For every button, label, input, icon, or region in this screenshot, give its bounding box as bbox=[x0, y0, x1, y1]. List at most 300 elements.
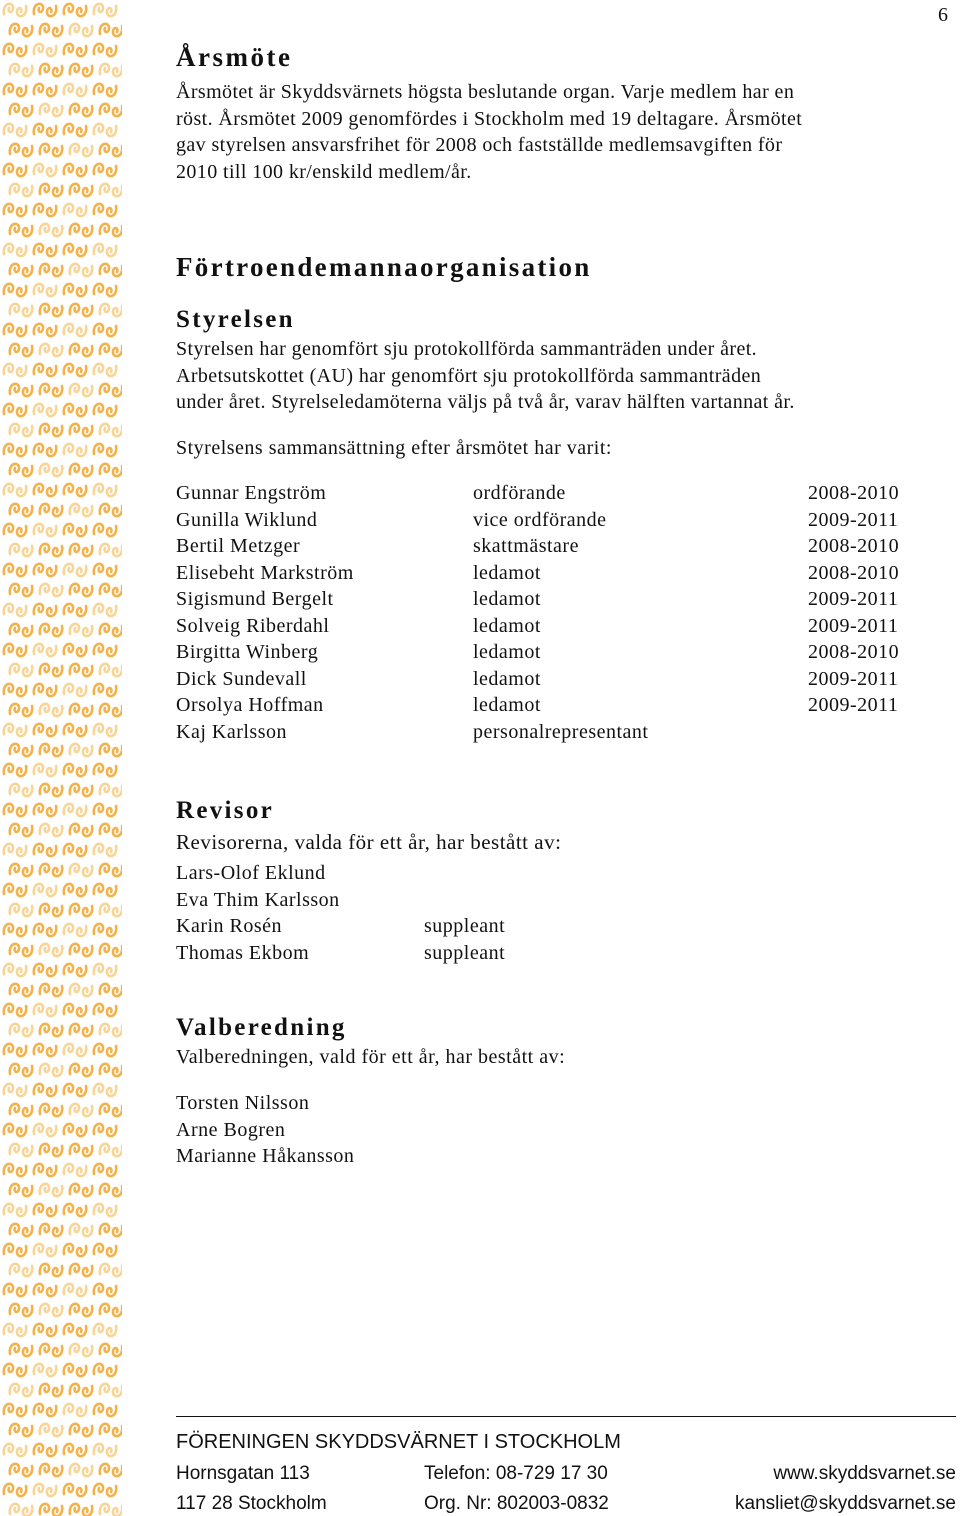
scroll-motif-icon bbox=[34, 324, 56, 336]
scroll-motif-icon bbox=[40, 1424, 62, 1436]
scroll-motif-icon bbox=[4, 884, 26, 896]
composition-intro: Styrelsens sammansättning efter årsmötet har varit: bbox=[176, 437, 612, 459]
scroll-motif-icon bbox=[70, 704, 92, 716]
scroll-motif-icon bbox=[64, 764, 86, 776]
scroll-motif-icon bbox=[100, 1224, 122, 1236]
scroll-motif-icon bbox=[10, 1064, 32, 1076]
scroll-motif-icon bbox=[34, 364, 56, 376]
scroll-motif-icon bbox=[64, 1444, 86, 1456]
footer-org-name: FÖRENINGEN SKYDDSVÄRNET I STOCKHOLM bbox=[176, 1431, 621, 1453]
scroll-motif-icon bbox=[40, 144, 62, 156]
scroll-motif-icon bbox=[64, 364, 86, 376]
revisor-name: Lars-Olof Eklund bbox=[176, 862, 326, 884]
list-item bbox=[176, 915, 936, 942]
scroll-motif-icon bbox=[64, 844, 86, 856]
scroll-motif-icon bbox=[64, 1044, 86, 1056]
scroll-motif-icon bbox=[34, 1004, 56, 1016]
member-period: 2009-2011 bbox=[808, 667, 899, 690]
scroll-motif-icon bbox=[100, 704, 122, 716]
scroll-motif-icon bbox=[34, 964, 56, 976]
scroll-motif-icon bbox=[70, 1384, 92, 1396]
scroll-motif-icon bbox=[100, 1064, 122, 1076]
scroll-motif-icon bbox=[34, 164, 56, 176]
scroll-motif-icon bbox=[34, 1164, 56, 1176]
scroll-motif-icon bbox=[64, 1324, 86, 1336]
scroll-motif-icon bbox=[4, 444, 26, 456]
scroll-motif-icon bbox=[10, 64, 32, 76]
scroll-motif-icon bbox=[100, 384, 122, 396]
scroll-motif-icon bbox=[10, 304, 32, 316]
scroll-motif-icon bbox=[94, 524, 116, 536]
arsmote-line: Årsmötet är Skyddsvärnets högsta beslutande organ. Varje medlem har en bbox=[176, 81, 795, 103]
scroll-motif-icon bbox=[94, 284, 116, 296]
scroll-motif-icon bbox=[10, 664, 32, 676]
scroll-motif-icon bbox=[34, 124, 56, 136]
scroll-motif-icon bbox=[70, 624, 92, 636]
member-role: ordförande bbox=[473, 482, 566, 504]
scroll-motif-icon bbox=[94, 364, 116, 376]
scroll-motif-icon bbox=[64, 1204, 86, 1216]
member-role: vice ordförande bbox=[473, 508, 607, 531]
scroll-motif-icon bbox=[40, 24, 62, 36]
table-row bbox=[176, 615, 936, 642]
scroll-motif-icon bbox=[64, 1364, 86, 1376]
scroll-motif-icon bbox=[100, 744, 122, 756]
scroll-motif-icon bbox=[64, 324, 86, 336]
scroll-motif-icon bbox=[70, 264, 92, 276]
scroll-motif-icon bbox=[34, 1404, 56, 1416]
revisor-role: suppleant bbox=[424, 941, 506, 964]
scroll-motif-icon bbox=[34, 924, 56, 936]
scroll-motif-icon bbox=[100, 784, 122, 796]
scroll-motif-icon bbox=[40, 1224, 62, 1236]
scroll-motif-icon bbox=[70, 664, 92, 676]
styrelsen-line: under året. Styrelseledamöterna väljs på två år, varav hälften vartannat år. bbox=[176, 391, 795, 413]
scroll-motif-icon bbox=[40, 384, 62, 396]
scroll-motif-icon bbox=[10, 384, 32, 396]
member-name: Solveig Riberdahl bbox=[176, 614, 330, 637]
scroll-motif-icon bbox=[100, 184, 122, 196]
scroll-motif-icon bbox=[40, 824, 62, 836]
scroll-motif-icon bbox=[70, 184, 92, 196]
scroll-motif-icon bbox=[100, 264, 122, 276]
styrelsen-heading: Styrelsen bbox=[176, 306, 295, 333]
page-number: 6 bbox=[938, 4, 948, 26]
scroll-motif-icon bbox=[10, 704, 32, 716]
member-name: Elisebeht Markström bbox=[176, 561, 354, 584]
scroll-motif-icon bbox=[10, 1464, 32, 1476]
scroll-motif-icon bbox=[10, 864, 32, 876]
scroll-motif-icon bbox=[94, 1164, 116, 1176]
scroll-motif-icon bbox=[40, 1104, 62, 1116]
scroll-motif-icon bbox=[34, 804, 56, 816]
scroll-motif-icon bbox=[4, 604, 26, 616]
scroll-motif-icon bbox=[94, 1404, 116, 1416]
member-name: Gunilla Wiklund bbox=[176, 508, 318, 531]
scroll-motif-icon bbox=[70, 584, 92, 596]
scroll-motif-icon bbox=[34, 1204, 56, 1216]
scroll-motif-icon bbox=[4, 1204, 26, 1216]
scroll-motif-icon bbox=[70, 384, 92, 396]
scroll-motif-icon bbox=[10, 544, 32, 556]
scroll-motif-icon bbox=[94, 1364, 116, 1376]
scroll-motif-icon bbox=[94, 804, 116, 816]
scroll-motif-icon bbox=[4, 124, 26, 136]
scroll-motif-icon bbox=[100, 144, 122, 156]
scroll-motif-icon bbox=[4, 1404, 26, 1416]
scroll-motif-icon bbox=[64, 564, 86, 576]
scroll-motif-icon bbox=[4, 1164, 26, 1176]
scroll-motif-icon bbox=[70, 64, 92, 76]
scroll-motif-icon bbox=[10, 1184, 32, 1196]
scroll-motif-icon bbox=[94, 124, 116, 136]
scroll-motif-icon bbox=[10, 624, 32, 636]
scroll-motif-icon bbox=[64, 964, 86, 976]
scroll-motif-icon bbox=[10, 264, 32, 276]
scroll-motif-icon bbox=[4, 204, 26, 216]
scroll-motif-icon bbox=[10, 1144, 32, 1156]
scroll-motif-icon bbox=[70, 744, 92, 756]
scroll-motif-icon bbox=[40, 104, 62, 116]
scroll-motif-icon bbox=[100, 664, 122, 676]
scroll-motif-icon bbox=[4, 4, 26, 16]
member-period: 2008-2010 bbox=[808, 641, 900, 663]
scroll-motif-icon bbox=[40, 1344, 62, 1356]
scroll-motif-icon bbox=[40, 64, 62, 76]
scroll-motif-icon bbox=[64, 284, 86, 296]
arsmote-heading: Årsmöte bbox=[176, 42, 293, 72]
scroll-motif-icon bbox=[34, 564, 56, 576]
scroll-motif-icon bbox=[100, 504, 122, 516]
scroll-motif-icon bbox=[40, 704, 62, 716]
scroll-motif-icon bbox=[100, 864, 122, 876]
scroll-motif-icon bbox=[64, 444, 86, 456]
scroll-motif-icon bbox=[40, 904, 62, 916]
member-period: 2008-2010 bbox=[808, 561, 900, 584]
member-period: 2008-2010 bbox=[808, 482, 900, 504]
scroll-motif-icon bbox=[100, 624, 122, 636]
member-role: ledamot bbox=[473, 588, 541, 610]
scroll-motif-icon bbox=[4, 404, 26, 416]
scroll-motif-icon bbox=[64, 1084, 86, 1096]
revisor-role: suppleant bbox=[424, 915, 506, 937]
scroll-motif-icon bbox=[40, 504, 62, 516]
scroll-motif-icon bbox=[34, 884, 56, 896]
scroll-motif-icon bbox=[4, 964, 26, 976]
scroll-motif-icon bbox=[94, 644, 116, 656]
scroll-motif-icon bbox=[40, 1304, 62, 1316]
scroll-motif-icon bbox=[40, 424, 62, 436]
member-period: 2008-2010 bbox=[808, 535, 900, 557]
scroll-motif-icon bbox=[4, 164, 26, 176]
scroll-motif-icon bbox=[10, 224, 32, 236]
list-item bbox=[176, 1092, 936, 1119]
scroll-motif-icon bbox=[70, 864, 92, 876]
scroll-motif-icon bbox=[34, 644, 56, 656]
scroll-motif-icon bbox=[64, 484, 86, 496]
scroll-motif-icon bbox=[4, 1284, 26, 1296]
list-item bbox=[176, 942, 936, 969]
footer-divider bbox=[176, 1416, 956, 1417]
scroll-motif-icon bbox=[34, 1444, 56, 1456]
scroll-motif-icon bbox=[40, 224, 62, 236]
organisation-heading: Förtroendemannaorganisation bbox=[176, 252, 592, 282]
scroll-motif-icon bbox=[70, 104, 92, 116]
scroll-motif-icon bbox=[94, 204, 116, 216]
scroll-motif-icon bbox=[4, 1124, 26, 1136]
scroll-motif-icon bbox=[94, 1004, 116, 1016]
arsmote-line: gav styrelsen ansvarsfrihet för 2008 och fastställde medlemsavgiften för bbox=[176, 134, 783, 156]
scroll-motif-icon bbox=[70, 504, 92, 516]
scroll-motif-icon bbox=[34, 44, 56, 56]
scroll-motif-icon bbox=[94, 924, 116, 936]
scroll-motif-icon bbox=[94, 1084, 116, 1096]
scroll-motif-icon bbox=[4, 364, 26, 376]
scroll-motif-icon bbox=[100, 1024, 122, 1036]
scroll-motif-icon bbox=[70, 424, 92, 436]
scroll-motif-icon bbox=[64, 924, 86, 936]
list-item bbox=[176, 889, 936, 916]
arsmote-line: 2010 till 100 kr/enskild medlem/år. bbox=[176, 160, 472, 183]
scroll-motif-icon bbox=[94, 844, 116, 856]
scroll-motif-icon bbox=[70, 224, 92, 236]
footer-email[interactable]: kansliet@skyddsvarnet.se bbox=[735, 1493, 956, 1514]
scroll-motif-icon bbox=[100, 304, 122, 316]
scroll-motif-icon bbox=[94, 44, 116, 56]
scroll-motif-icon bbox=[4, 1484, 26, 1496]
valberedning-intro: Valberedningen, vald för ett år, har bestått av: bbox=[176, 1046, 566, 1068]
scroll-motif-icon bbox=[10, 1384, 32, 1396]
scroll-motif-icon bbox=[10, 24, 32, 36]
scroll-motif-icon bbox=[4, 684, 26, 696]
scroll-motif-icon bbox=[94, 1204, 116, 1216]
scroll-motif-icon bbox=[34, 444, 56, 456]
scroll-motif-icon bbox=[10, 784, 32, 796]
member-role: ledamot bbox=[473, 667, 541, 690]
scroll-motif-icon bbox=[64, 44, 86, 56]
decorative-scroll-border bbox=[0, 0, 122, 1516]
scroll-motif-icon bbox=[100, 344, 122, 356]
scroll-motif-icon bbox=[94, 404, 116, 416]
scroll-motif-icon bbox=[100, 1304, 122, 1316]
scroll-motif-icon bbox=[100, 104, 122, 116]
revisor-heading: Revisor bbox=[176, 797, 275, 824]
scroll-motif-icon bbox=[100, 544, 122, 556]
scroll-motif-icon bbox=[4, 484, 26, 496]
scroll-motif-icon bbox=[100, 1384, 122, 1396]
scroll-motif-icon bbox=[100, 1184, 122, 1196]
scroll-motif-icon bbox=[34, 684, 56, 696]
member-period: 2009-2011 bbox=[808, 614, 899, 637]
scroll-motif-icon bbox=[70, 544, 92, 556]
scroll-motif-icon bbox=[70, 824, 92, 836]
scroll-motif-icon bbox=[70, 784, 92, 796]
scroll-motif-icon bbox=[64, 644, 86, 656]
scroll-motif-icon bbox=[100, 64, 122, 76]
scroll-motif-icon bbox=[64, 1124, 86, 1136]
member-period: 2009-2011 bbox=[808, 694, 899, 716]
scroll-motif-icon bbox=[64, 404, 86, 416]
scroll-motif-icon bbox=[64, 524, 86, 536]
scroll-motif-icon bbox=[10, 144, 32, 156]
list-item bbox=[176, 862, 936, 889]
scroll-motif-icon bbox=[4, 324, 26, 336]
table-row bbox=[176, 509, 936, 536]
valberedning-heading: Valberedning bbox=[176, 1014, 347, 1041]
scroll-motif-icon bbox=[64, 1004, 86, 1016]
scroll-motif-icon bbox=[40, 864, 62, 876]
scroll-motif-icon bbox=[94, 1124, 116, 1136]
scroll-motif-icon bbox=[94, 604, 116, 616]
scroll-motif-icon bbox=[34, 764, 56, 776]
scroll-motif-icon bbox=[70, 144, 92, 156]
scroll-motif-icon bbox=[4, 724, 26, 736]
scroll-motif-icon bbox=[40, 1064, 62, 1076]
scroll-motif-icon bbox=[64, 1164, 86, 1176]
table-row bbox=[176, 721, 936, 748]
scroll-motif-icon bbox=[40, 744, 62, 756]
scroll-motif-icon bbox=[10, 1304, 32, 1316]
scroll-motif-icon bbox=[34, 4, 56, 16]
scroll-motif-icon bbox=[100, 1264, 122, 1276]
scroll-motif-icon bbox=[94, 164, 116, 176]
valberedning-name: Torsten Nilsson bbox=[176, 1092, 310, 1114]
scroll-motif-icon bbox=[10, 184, 32, 196]
scroll-pattern-icon bbox=[0, 0, 122, 1516]
scroll-motif-icon bbox=[70, 1144, 92, 1156]
scroll-motif-icon bbox=[94, 84, 116, 96]
scroll-motif-icon bbox=[34, 724, 56, 736]
scroll-motif-icon bbox=[40, 984, 62, 996]
revisor-intro: Revisorerna, valda för ett år, har bestått av: bbox=[176, 830, 562, 854]
scroll-motif-icon bbox=[4, 1044, 26, 1056]
table-row bbox=[176, 535, 936, 562]
scroll-motif-icon bbox=[70, 24, 92, 36]
scroll-motif-icon bbox=[70, 1464, 92, 1476]
scroll-motif-icon bbox=[4, 844, 26, 856]
scroll-motif-icon bbox=[40, 784, 62, 796]
scroll-motif-icon bbox=[10, 904, 32, 916]
scroll-motif-icon bbox=[94, 1324, 116, 1336]
scroll-motif-icon bbox=[4, 564, 26, 576]
list-item bbox=[176, 1119, 936, 1146]
scroll-motif-icon bbox=[10, 1104, 32, 1116]
scroll-motif-icon bbox=[94, 1044, 116, 1056]
scroll-motif-icon bbox=[10, 1504, 32, 1516]
scroll-motif-icon bbox=[40, 944, 62, 956]
scroll-motif-icon bbox=[4, 284, 26, 296]
scroll-motif-icon bbox=[40, 624, 62, 636]
scroll-motif-icon bbox=[100, 1424, 122, 1436]
scroll-motif-icon bbox=[100, 1464, 122, 1476]
scroll-motif-icon bbox=[70, 1344, 92, 1356]
table-row bbox=[176, 668, 936, 695]
footer-street: Hornsgatan 113 bbox=[176, 1463, 310, 1484]
scroll-motif-icon bbox=[40, 1024, 62, 1036]
scroll-motif-icon bbox=[100, 1104, 122, 1116]
member-role: skattmästare bbox=[473, 535, 579, 557]
scroll-motif-icon bbox=[100, 464, 122, 476]
scroll-motif-icon bbox=[64, 604, 86, 616]
scroll-motif-icon bbox=[94, 1244, 116, 1256]
scroll-motif-icon bbox=[10, 1024, 32, 1036]
scroll-motif-icon bbox=[10, 464, 32, 476]
scroll-motif-icon bbox=[34, 1244, 56, 1256]
scroll-motif-icon bbox=[4, 524, 26, 536]
scroll-motif-icon bbox=[70, 344, 92, 356]
member-name: Bertil Metzger bbox=[176, 535, 301, 557]
scroll-motif-icon bbox=[64, 124, 86, 136]
table-row bbox=[176, 588, 936, 615]
scroll-motif-icon bbox=[40, 1184, 62, 1196]
revisor-name: Karin Rosén bbox=[176, 915, 283, 937]
footer-org-nr: Org. Nr: 802003-0832 bbox=[424, 1493, 609, 1514]
scroll-motif-icon bbox=[4, 84, 26, 96]
member-role: ledamot bbox=[473, 614, 541, 637]
valberedning-name: Marianne Håkansson bbox=[176, 1145, 355, 1167]
scroll-motif-icon bbox=[70, 1224, 92, 1236]
member-name: Gunnar Engström bbox=[176, 482, 327, 504]
scroll-motif-icon bbox=[64, 1484, 86, 1496]
scroll-motif-icon bbox=[34, 244, 56, 256]
scroll-motif-icon bbox=[100, 424, 122, 436]
member-name: Orsolya Hoffman bbox=[176, 694, 324, 716]
footer-city: 117 28 Stockholm bbox=[176, 1493, 327, 1514]
scroll-motif-icon bbox=[64, 4, 86, 16]
scroll-motif-icon bbox=[40, 1144, 62, 1156]
scroll-motif-icon bbox=[10, 824, 32, 836]
scroll-motif-icon bbox=[100, 944, 122, 956]
member-role: ledamot bbox=[473, 694, 541, 716]
scroll-motif-icon bbox=[10, 1264, 32, 1276]
scroll-motif-icon bbox=[70, 1104, 92, 1116]
scroll-motif-icon bbox=[100, 224, 122, 236]
list-item bbox=[176, 1145, 936, 1172]
scroll-motif-icon bbox=[94, 1484, 116, 1496]
styrelsen-line: Styrelsen har genomfört sju protokollförda sammanträden under året. bbox=[176, 338, 758, 360]
scroll-motif-icon bbox=[70, 1184, 92, 1196]
member-name: Sigismund Bergelt bbox=[176, 588, 334, 610]
scroll-motif-icon bbox=[10, 504, 32, 516]
scroll-motif-icon bbox=[4, 1084, 26, 1096]
scroll-motif-icon bbox=[34, 204, 56, 216]
scroll-motif-icon bbox=[94, 684, 116, 696]
table-row bbox=[176, 482, 936, 509]
footer-website[interactable]: www.skyddsvarnet.se bbox=[773, 1463, 956, 1484]
scroll-motif-icon bbox=[10, 1424, 32, 1436]
scroll-motif-icon bbox=[64, 84, 86, 96]
scroll-motif-icon bbox=[10, 1224, 32, 1236]
scroll-motif-icon bbox=[40, 344, 62, 356]
footer-phone: Telefon: 08-729 17 30 bbox=[424, 1463, 608, 1484]
scroll-motif-icon bbox=[10, 344, 32, 356]
scroll-motif-icon bbox=[64, 684, 86, 696]
member-name: Birgitta Winberg bbox=[176, 641, 319, 663]
scroll-motif-icon bbox=[94, 764, 116, 776]
scroll-motif-icon bbox=[94, 884, 116, 896]
member-name: Kaj Karlsson bbox=[176, 720, 287, 743]
scroll-motif-icon bbox=[34, 1324, 56, 1336]
scroll-motif-icon bbox=[10, 944, 32, 956]
scroll-motif-icon bbox=[94, 724, 116, 736]
scroll-motif-icon bbox=[100, 584, 122, 596]
scroll-motif-icon bbox=[70, 984, 92, 996]
scroll-motif-icon bbox=[34, 1484, 56, 1496]
scroll-motif-icon bbox=[34, 1044, 56, 1056]
scroll-motif-icon bbox=[94, 1444, 116, 1456]
scroll-motif-icon bbox=[100, 1144, 122, 1156]
scroll-motif-icon bbox=[4, 44, 26, 56]
